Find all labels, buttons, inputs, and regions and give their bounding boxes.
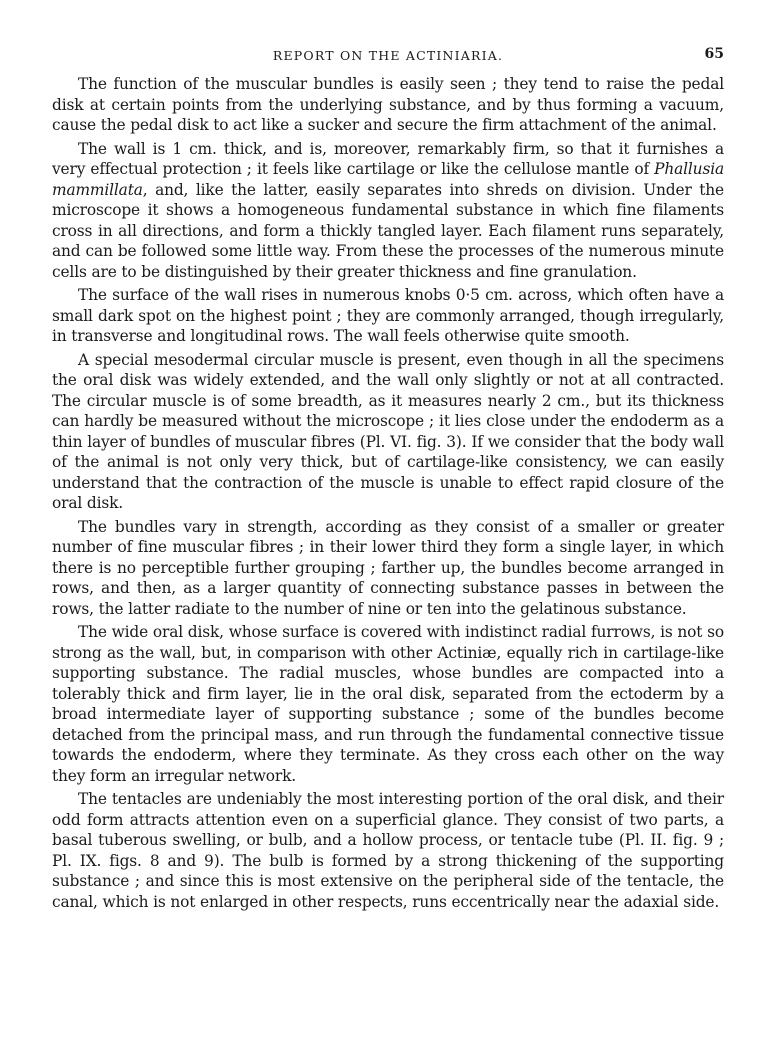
- paragraph-tentacles: The tentacles are undeniably the most interesting portion of the oral disk, and their odd form attracts attention even on a superficial glance. They consist of two parts, a basal tuberous swelling, or bulb, and a hollow process, or tentacle tube (Pl. II. fig. 9 ; Pl. IX. figs. 8 and 9). The bulb is formed by a strong thickening of the supporting substance ; and since this is most extensive on the peripheral side of the tentacle, the canal, which is not enlarged in other respects, runs eccentrically near the adaxial side.: [52, 790, 724, 911]
- page: [52, 40, 724, 912]
- paragraph-circular-muscle: A special mesodermal circular muscle is present, even though in all the specimens the oral disk was widely extended, and the wall only slightly or not at all contracted. The circular muscle is of some breadth, as it measures nearly 2 cm., but its thickness can hardly be measured without the microscope ; it lies close under the endoderm as a thin layer of bundles of muscular fibres (Pl. VI. fig. 3). If we consider that the body wall of the animal is not only very thick, but of cartilage-like consistency, we can easily understand that the contraction of the muscle is unable to effect rapid closure of the oral disk.: [52, 350, 724, 512]
- body-text: [52, 74, 724, 912]
- paragraph-text: The wall is 1 cm. thick, and is, moreover, remarkably firm, so that it furnishes a very effectual protection ; it feels like cartilage or like the cellulose mantle of: [52, 139, 724, 178]
- paragraph-oral-disk: The wide oral disk, whose surface is covered with indistinct radial furrows, is not so strong as the wall, but, in comparison with other Actiniæ, equally rich in cartilage-like supporting substance. The radial muscles, whose bundles are compacted into a tolerably thick and firm layer, lie in the oral disk, separated from the ectoderm by a broad intermediate layer of supporting substance ; some of the bundles become detached from the principal mass, and run through the fundamental connective tissue towards the endoderm, where they terminate. As they cross each other on the way they form an irregular network.: [52, 623, 724, 785]
- page-number: 65: [704, 46, 724, 62]
- paragraph-text: , and, like the latter, easily separates into shreds on division. Under the microscope it shows a homogeneous fundamental substance in which fine filaments cross in all directions, and form a thickly tangled layer. Each filament runs separately, and can be followed some little way. From these the processes of the numerous minute cells are to be distinguished by their greater thickness and fine granulation.: [52, 180, 724, 281]
- paragraph-bundles-strength: The bundles vary in strength, according as they consist of a smaller or greater number of fine muscular fibres ; in their lower third they form a single layer, in which there is no perceptible further grouping ; farther up, the bundles become arranged in rows, and then, as a larger quantity of connecting substance passes in between the rows, the latter radiate to the number of nine or ten into the gelatinous substance.: [52, 517, 724, 618]
- paragraph-wall-thickness: [52, 139, 724, 283]
- paragraph-muscular-bundles: The function of the muscular bundles is easily seen ; they tend to raise the pedal disk at certain points from the underlying substance, and by thus forming a vacuum, cause the pedal disk to act like a sucker and secure the firm attachment of the animal.: [52, 75, 724, 134]
- paragraph-wall-surface: The surface of the wall rises in numerous knobs 0·5 cm. across, which often have a small dark spot on the highest point ; they are commonly arranged, though irregularly, in transverse and longitudinal rows. The wall feels otherwise quite smooth.: [52, 286, 724, 345]
- running-header: [52, 40, 724, 74]
- species-name: Phallusia mammillata: [52, 160, 724, 199]
- running-title: REPORT ON THE ACTINIARIA.: [272, 48, 504, 63]
